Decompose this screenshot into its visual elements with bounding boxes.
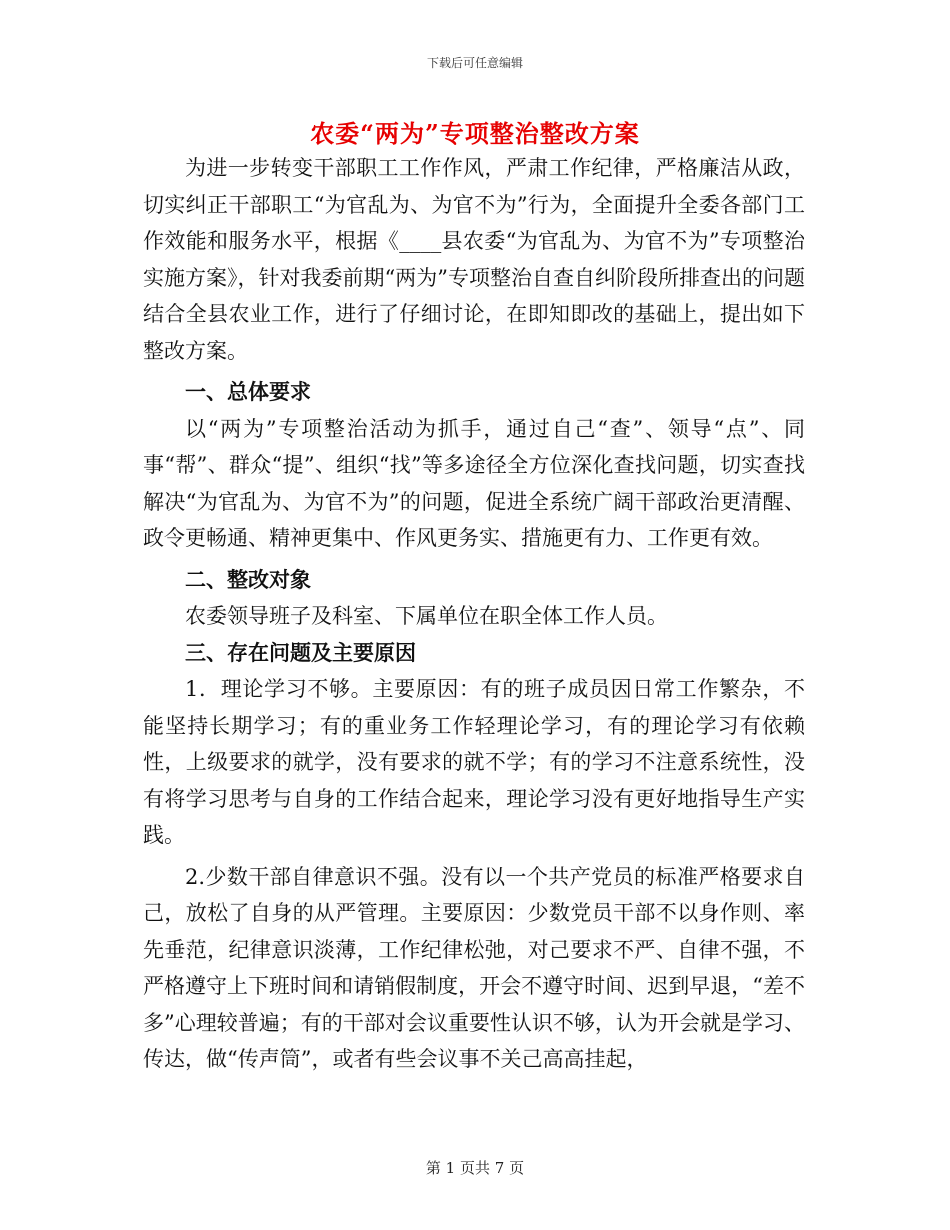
section-2-heading: 二、整改对象 xyxy=(185,566,311,592)
section-3-item-1: 1．理论学习不够。主要原因：有的班子成员因日常工作繁杂，不能坚持长期学习；有的重业务工作轻理论学习，有的理论学习有依赖性，上级要求的就学，没有要求的就不学；有的学习不注意系统性，没有将学习思考与自身的工作结合起来，理论学习没有更好地指导生产实践。 xyxy=(143,677,805,847)
section-3-heading: 三、存在问题及主要原因 xyxy=(185,639,416,665)
header-note: 下载后可任意编辑 xyxy=(426,56,523,70)
intro-paragraph: 为进一步转变干部职工工作作风，严肃工作纪律，严格廉洁从政，切实纠正干部职工“为官乱为、为官不为”行为，全面提升全委各部门工作效能和服务水平，根据《____县农委“为官乱为、为官不为”专项整治实施方案》，针对我委前期“两为”专项整治自查自纠阶段所排查出的问题结合全县农业工作，进行了仔细讨论，在即知即改的基础上，提出如下整改方案。 xyxy=(143,156,805,363)
page-footer: 第 1 页共 7 页 xyxy=(425,1159,525,1177)
section-1-paragraph: 以“两为”专项整治活动为抓手，通过自己“查”、领导“点”、同事“帮”、群众“提”、组织“找”等多途径全方位深化查找问题，切实查找解决“为官乱为、为官不为”的问题，促进全系统广阔干部政治更清醒、政令更畅通、精神更集中、作风更务实、措施更有力、工作更有效。 xyxy=(143,416,805,550)
document-title: 农委“两为”专项整治整改方案 xyxy=(310,119,640,148)
section-1-heading: 一、总体要求 xyxy=(185,379,311,404)
section-3-item-2: 2.少数干部自律意识不强。没有以一个共产党员的标准严格要求自己，放松了自身的从严管理。主要原因：少数党员干部不以身作则、率先垂范，纪律意识淡薄，工作纪律松弛，对己要求不严、自律不强，不严格遵守上下班时间和请销假制度，开会不遵守时间、迟到早退，“差不多”心理较普遍；有的干部对会议重要性认识不够，认为开会就是学习、传达，做“传声筒”，或者有些会议事不关己高高挂起， xyxy=(143,864,805,1071)
document-body xyxy=(143,150,805,1078)
section-2-paragraph: 农委领导班子及科室、下属单位在职全体工作人员。 xyxy=(185,604,668,628)
